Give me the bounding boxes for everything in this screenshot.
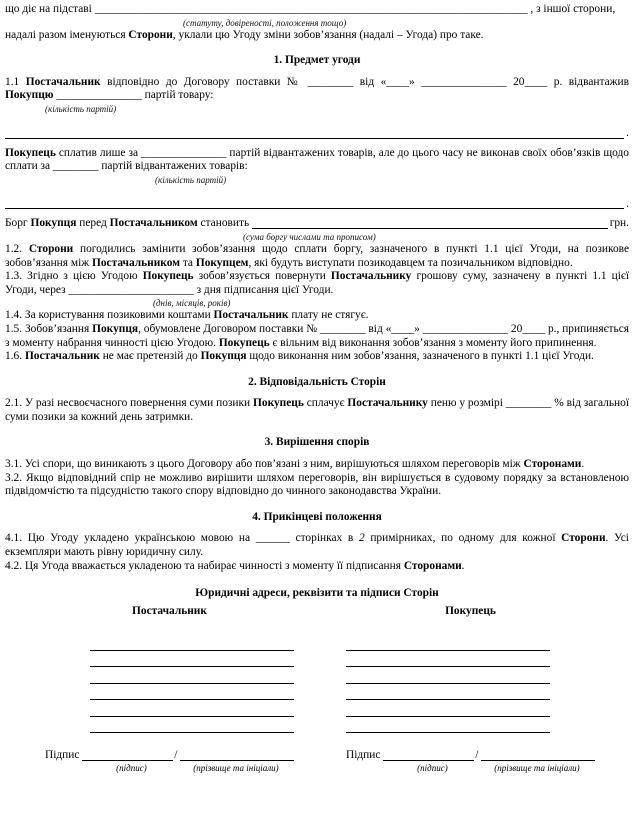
text-run: надалі разом іменуються: [5, 28, 129, 41]
text-run: погодились замінити зобов’язання щодо сплати боргу, зазначеного в пункті 1.1 цієї Угоди, на позикове зобов’язання між: [5, 242, 630, 269]
requisites-blank-line: [346, 717, 550, 734]
signature-blank: [383, 759, 474, 761]
text-run: 2.1. У разі несвоєчасного повернення суми позики: [5, 397, 254, 410]
signature-party-title: Постачальник: [132, 604, 207, 617]
blank-field-line: [5, 207, 624, 209]
requisites-blank-line: [90, 634, 294, 651]
text-run: 4.2. Ця Угода вважається укладеною та набирає чинності з моменту її підписання: [5, 559, 404, 572]
text-run: , уклали цю Угоду зміни зобов’язання (надалі – Угода) про таке.: [172, 28, 484, 41]
text-run: 1.6.: [5, 350, 25, 363]
text-run: , обумовлене Договором поставки № ________ від «____» _______________ 20____ р., припиняється з моменту набрання чинності цією Угодою.: [5, 322, 629, 349]
bold-term: Постачальником: [91, 256, 180, 269]
text-run: сплачує: [303, 397, 348, 410]
requisites-blank-line: [346, 667, 550, 684]
line-suffix: .: [626, 126, 629, 139]
signature-caption: (підпис): [116, 763, 147, 774]
field-caption: (сума боргу числами та прописом): [243, 231, 376, 242]
paragraph: [5, 323, 629, 350]
text-run: плату не стягує.: [288, 309, 369, 322]
document-body: [5, 3, 629, 573]
requisites-blank-line: [90, 684, 294, 701]
name-blank: [180, 759, 294, 761]
text-run: відповідно до Договору поставки № ________ від «____» _______________ 20____ р. відвантажив: [100, 75, 629, 88]
section-heading: 2. Відповідальність Сторін: [248, 375, 386, 388]
text-run: , які будуть виступати позикодавцем та позичальником відповідно.: [248, 256, 573, 269]
text-run: 3.2. Якщо відповідний спір не можливо вирішити шляхом переговорів, він вирішується в судовому порядку за встановленою підвідомчістю та підсудністю такого спору відповідно до чинного законодавства України.: [5, 471, 629, 498]
text-run: . Усі екземпляри мають рівну юридичну силу.: [5, 532, 629, 559]
paragraph: [5, 309, 629, 323]
line-suffix: .: [626, 197, 629, 210]
signatures-heading: Юридичні адреси, реквізити та підписи Сторін: [195, 587, 439, 600]
text-run: не має претензій до: [99, 350, 201, 363]
text-run: 1.2.: [5, 242, 29, 255]
bold-term: Сторони: [28, 242, 74, 255]
signature-blank: [82, 759, 173, 761]
bold-term: Постачальник: [25, 75, 101, 88]
blank-field-line: [252, 227, 608, 229]
bold-term: Покупець: [218, 336, 270, 349]
paragraph: [5, 560, 629, 574]
bold-term: Сторонами: [403, 559, 462, 572]
bold-term: Постачальник: [213, 309, 289, 322]
paragraph: [5, 270, 629, 297]
section-heading: 4. Прикінцеві положення: [252, 510, 382, 523]
field-caption: (кількість партій): [155, 174, 227, 185]
text-run: 1.1: [5, 75, 26, 88]
field-caption: (кількість партій): [45, 103, 117, 114]
signature-row: [45, 747, 294, 762]
text-run: .: [581, 458, 585, 471]
requisites-blank-line: [90, 667, 294, 684]
field-caption: (статуту, довіреності, положення тощо): [183, 17, 347, 28]
text-run: 1.5. Зобов’язання: [5, 322, 93, 335]
text-run: що діє на підставі: [5, 3, 95, 15]
slash-separator: /: [475, 748, 479, 761]
text-run: сплатив лише за _______________ партій відвантажених товарів, але до цього часу не виконав своїх обов’язків щодо сплати за ________ партій відвантажених товарів:: [5, 146, 629, 173]
bold-term: Постачальник: [24, 350, 100, 363]
paragraph: [5, 76, 629, 103]
requisites-blank-line: [346, 700, 550, 717]
caption-spacer: [346, 762, 386, 774]
text-run: перед: [76, 217, 110, 230]
requisites-blank-line: [346, 684, 550, 701]
bold-term: Покупець: [253, 397, 304, 410]
text-run: 4.1. Цю Угоду укладено українською мовою на ______ сторінках в: [5, 532, 359, 545]
text-run: є вільним від виконання зобов’язання з моменту його припинення.: [269, 336, 597, 349]
bold-term: Покупець: [142, 270, 194, 283]
text-run: та: [179, 256, 196, 269]
bold-term: Сторонами: [523, 458, 582, 471]
text-run: становить: [197, 217, 253, 230]
paragraph: [5, 458, 629, 472]
field-caption: (днів, місяців, років): [153, 298, 231, 309]
text-run: 1.4. За користування позиковими коштами: [5, 309, 214, 322]
signature-label: Підпис: [45, 748, 83, 761]
text-run: .: [461, 559, 465, 572]
section-heading: 3. Вирішення спорів: [264, 436, 370, 449]
signature-caption: (підпис): [417, 763, 448, 774]
paragraph: [5, 397, 629, 424]
caption-spacer: [45, 762, 85, 774]
paragraph: [5, 3, 629, 17]
requisites-blank-line: [90, 651, 294, 668]
italic-text: 2: [358, 532, 365, 545]
text-run: примірниках, по одному для кожної: [364, 532, 562, 545]
text-run: , з іншої сторони,: [527, 3, 616, 15]
bold-term: Постачальнику: [330, 270, 412, 283]
text-run: Борг: [5, 217, 31, 230]
fill-in-line: [5, 198, 629, 212]
bold-term: Покупця: [200, 350, 247, 363]
slash-separator: /: [174, 748, 178, 761]
bold-term: Покупця: [92, 322, 139, 335]
signature-row: [346, 747, 595, 762]
requisites-blank-line: [90, 700, 294, 717]
text-run: 3.1. Усі спори, що виникають з цього Договору або пов’язані з ним, вирішуються шляхом переговорів між: [5, 458, 524, 471]
line-suffix: грн.: [609, 217, 629, 230]
bold-term: Сторони: [128, 28, 173, 41]
bold-term: Постачальником: [109, 217, 198, 230]
paragraph: [5, 147, 629, 174]
bold-term: Покупець: [5, 146, 56, 159]
bold-term: Покупцем: [195, 256, 249, 269]
text-run: _______________ партій товару:: [53, 89, 214, 102]
text-run: пеню у розмірі ________ % від загальної суми позики за кожний день затримки.: [5, 397, 630, 423]
signature-captions: [45, 762, 294, 774]
name-caption: (прізвище та ініціали): [193, 763, 279, 774]
paragraph: [5, 29, 629, 43]
fill-in-line: [5, 127, 629, 141]
bold-term: Постачальнику: [347, 397, 428, 410]
text-run: зобов’язується повернути: [193, 270, 331, 283]
text-run: ____________________________________________________________________________: [94, 3, 528, 15]
paragraph: [5, 243, 629, 270]
signature-column: [346, 605, 595, 775]
signature-captions: [346, 762, 595, 774]
bold-term: Сторони: [561, 532, 606, 545]
bold-term: Покупця: [30, 217, 77, 230]
text-run: щодо виконання ним зобов’язання, зазначеного в пункті 1.1 цієї Угоди.: [246, 350, 594, 363]
text-run: 1.3. Згідно з цією Угодою: [5, 270, 143, 283]
bold-term: Покупцю: [5, 89, 54, 102]
name-blank: [481, 759, 595, 761]
signature-section: [5, 605, 629, 775]
fill-in-line: [5, 217, 629, 231]
paragraph: [5, 350, 629, 364]
requisites-blank-line: [90, 717, 294, 734]
name-caption: (прізвище та ініціали): [494, 763, 580, 774]
signature-column: [45, 605, 294, 775]
signature-party-title: Покупець: [445, 604, 496, 617]
requisites-blank-line: [346, 634, 550, 651]
blank-field-line: [5, 137, 624, 139]
signature-label: Підпис: [346, 748, 384, 761]
paragraph: [5, 532, 629, 559]
section-heading: 1. Предмет угоди: [273, 54, 361, 67]
requisites-blank-line: [346, 651, 550, 668]
text-run: грошову суму, зазначену в пункті 1.1 цієї Угоди, через ______________________ з дня підписання цієї Угоди.: [5, 270, 629, 296]
paragraph: [5, 472, 629, 499]
